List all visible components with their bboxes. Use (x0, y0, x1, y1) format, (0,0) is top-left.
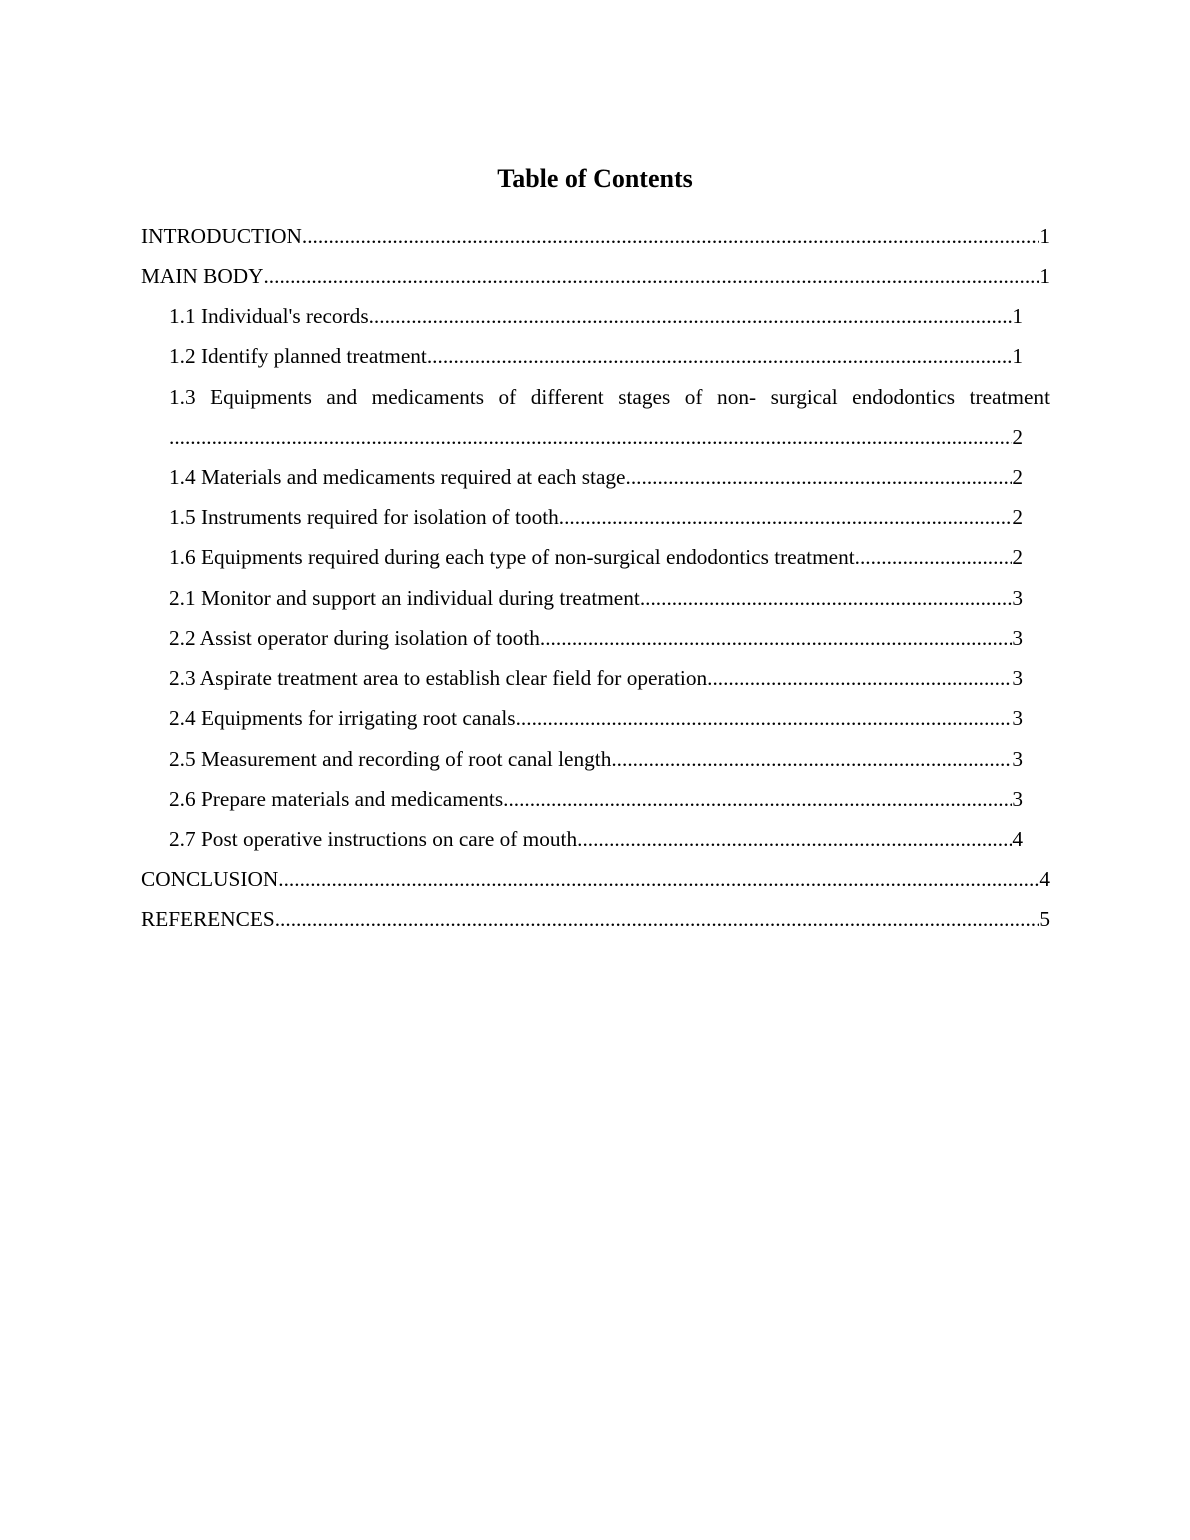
toc-entry-label: 2.1 Monitor and support an individual during treatment (169, 586, 640, 610)
toc-entry-label: 2.3 Aspirate treatment area to establish clear field for operation (169, 666, 708, 690)
toc-entry-label: 2.7 Post operative instructions on care of mouth (169, 827, 578, 851)
toc-entry-references[interactable] (141, 906, 1050, 932)
toc-entry-label: 2.2 Assist operator during isolation of tooth (169, 626, 540, 650)
dot-leader (302, 223, 1039, 249)
toc-page-number: 1 (1039, 264, 1050, 288)
toc-entry-2-3[interactable] (169, 665, 1023, 691)
dot-leader (169, 424, 1012, 450)
toc-entry-label: INTRODUCTION (141, 224, 302, 248)
toc-page-number: 1 (1012, 304, 1023, 328)
toc-page-number: 4 (1012, 827, 1023, 851)
toc-entry-main-body[interactable] (141, 263, 1050, 289)
dot-leader (263, 263, 1039, 289)
toc-entry-label: 2.6 Prepare materials and medicaments (169, 787, 504, 811)
toc-page-number: 3 (1012, 666, 1023, 690)
toc-page-number: 4 (1039, 867, 1050, 891)
toc-page-number: 1 (1012, 344, 1023, 368)
toc-entry-label: CONCLUSION (141, 867, 279, 891)
toc-page-number: 1 (1039, 224, 1050, 248)
toc-entry-label: 1.3 Equipments and medicaments of different stages of non- surgical endodontics treatment (169, 385, 1050, 409)
toc-entry-1-5[interactable] (169, 504, 1023, 530)
dot-leader (559, 504, 1013, 530)
toc-entry-2-5[interactable] (169, 746, 1023, 772)
dot-leader (369, 303, 1013, 329)
toc-entry-conclusion[interactable] (141, 866, 1050, 892)
toc-page-number: 3 (1012, 747, 1023, 771)
toc-entry-2-7[interactable] (169, 826, 1023, 852)
toc-entry-label: MAIN BODY (141, 264, 264, 288)
dot-leader (577, 826, 1012, 852)
toc-entry-label: 1.6 Equipments required during each type of non-surgical endodontics treatment (169, 545, 855, 569)
toc-page-number: 2 (1012, 465, 1023, 489)
toc-page-number: 5 (1039, 907, 1050, 931)
toc-entry-label: 1.2 Identify planned treatment (169, 344, 427, 368)
toc-page-number: 3 (1012, 787, 1023, 811)
toc-page-number: 2 (1012, 505, 1023, 529)
toc-entry-2-2[interactable] (169, 625, 1023, 651)
toc-page-number: 3 (1012, 586, 1023, 610)
dot-leader (275, 906, 1040, 932)
toc-entry-1-4[interactable] (169, 464, 1023, 490)
toc-entry-1-3-leader-line[interactable] (169, 424, 1023, 450)
dot-leader (540, 625, 1012, 651)
toc-page-number: 3 (1012, 626, 1023, 650)
toc-entry-2-1[interactable] (169, 585, 1023, 611)
toc-entry-label: 2.5 Measurement and recording of root canal length (169, 747, 612, 771)
dot-leader (626, 464, 1013, 490)
toc-entry-introduction[interactable] (141, 223, 1050, 249)
toc-entry-1-6[interactable] (169, 544, 1023, 570)
dot-leader (516, 705, 1013, 731)
dot-leader (427, 343, 1013, 369)
toc-entry-1-1[interactable] (169, 303, 1023, 329)
toc-entry-2-4[interactable] (169, 705, 1023, 731)
toc-entry-label: 1.5 Instruments required for isolation of tooth (169, 505, 559, 529)
dot-leader (611, 746, 1012, 772)
toc-entry-label: 1.4 Materials and medicaments required at each stage (169, 465, 626, 489)
toc-entry-label: 1.1 Individual's records (169, 304, 369, 328)
dot-leader (855, 544, 1013, 570)
dot-leader (503, 786, 1012, 812)
toc-entry-1-3[interactable] (169, 384, 1050, 410)
toc-page-number: 2 (1012, 425, 1023, 449)
dot-leader (278, 866, 1039, 892)
page-title: Table of Contents (497, 164, 693, 193)
toc-entry-1-2[interactable] (169, 343, 1023, 369)
toc-page-number: 2 (1012, 545, 1023, 569)
toc-entry-2-6[interactable] (169, 786, 1023, 812)
toc-entry-label: 2.4 Equipments for irrigating root canals (169, 706, 516, 730)
dot-leader (707, 665, 1012, 691)
toc-page-number: 3 (1012, 706, 1023, 730)
dot-leader (640, 585, 1013, 611)
toc-entry-label: REFERENCES (141, 907, 275, 931)
